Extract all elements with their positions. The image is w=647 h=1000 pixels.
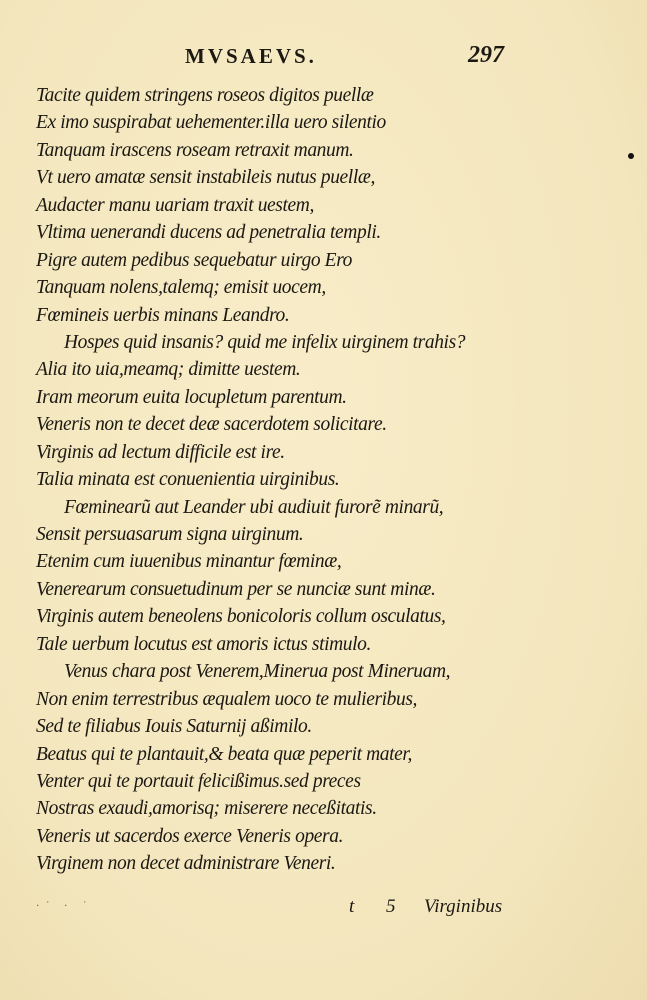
verse-line: Hospes quid insanis? quid me infelix uirginem trahis? — [64, 331, 466, 353]
verse-line: Fœminearũ aut Leander ubi audiuit furorẽ minarũ, — [64, 496, 444, 518]
verse-line: Virginis autem beneolens bonicoloris collum osculatus, — [36, 606, 446, 628]
verse-line: Audacter manu uariam traxit uestem, — [36, 194, 314, 216]
verse-line: Fœmineis uerbis minans Leandro. — [36, 304, 290, 326]
page-number: 297 — [468, 42, 504, 68]
verse-line: Tacite quidem stringens roseos digitos puellæ — [36, 85, 374, 106]
verse-line: Ex imo suspirabat uehementer.illa uero silentio — [36, 112, 386, 134]
verse-line: Etenim cum iuuenibus minantur fœminæ, — [36, 551, 342, 573]
verse-line: Sensit persuasarum signa uirginum. — [36, 524, 304, 545]
catchword: Virginibus — [424, 896, 503, 917]
verse-line: Veneris non te decet deæ sacerdotem solicitare. — [36, 414, 387, 436]
verse-line: Vt uero amatæ sensit instabileis nutus puellæ, — [36, 167, 375, 189]
verse-line: Venter qui te portauit felicißimus.sed preces — [36, 770, 361, 792]
verse-line: Beatus qui te plantauit,& beata quæ peperit mater, — [36, 743, 412, 765]
signature-mark: t — [349, 896, 355, 917]
verse-line: Tale uerbum locutus est amoris ictus stimulo. — [36, 633, 371, 655]
signature-number: 5 — [386, 896, 396, 917]
running-head: MVSAEVS. — [185, 44, 317, 68]
verse-line: Venus chara post Venerem,Minerua post Mineruam, — [64, 661, 451, 683]
verse-line: Virginem non decet administrare Veneri. — [36, 853, 336, 875]
verse-line: Alia ito uia,meamq; dimitte uestem. — [36, 359, 301, 381]
verse-line: Tanquam nolens,talemq; emisit uocem, — [36, 277, 326, 299]
verse-line: Non enim terrestribus æqualem uoco te mulieribus, — [36, 688, 418, 710]
verse-line: Iram meorum euita locupletum parentum. — [36, 386, 347, 408]
verse-line: Pigre autem pedibus sequebatur uirgo Ero — [36, 249, 353, 271]
verse-line: Vltima uenerandi ducens ad penetralia templi. — [36, 222, 381, 244]
verse-block — [36, 82, 536, 878]
verse-line: Tanquam irascens roseam retraxit manum. — [36, 139, 354, 161]
ink-dot-mark — [628, 153, 634, 159]
verse-line: Venerearum consuetudinum per se nunciæ sunt minæ. — [36, 578, 436, 600]
verse-line: Sed te filiabus Iouis Saturnij aßimilo. — [36, 716, 312, 738]
verse-line: Nostras exaudi,amorisq; miserere neceßitatis. — [36, 798, 377, 820]
verse-line: Veneris ut sacerdos exerce Veneris opera. — [36, 825, 344, 847]
ink-specks: ·˙ · ˙ — [36, 898, 92, 912]
verse-line: Talia minata est conuenientia uirginibus. — [36, 469, 340, 491]
verse-line: Virginis ad lectum difficile est ire. — [36, 441, 285, 463]
